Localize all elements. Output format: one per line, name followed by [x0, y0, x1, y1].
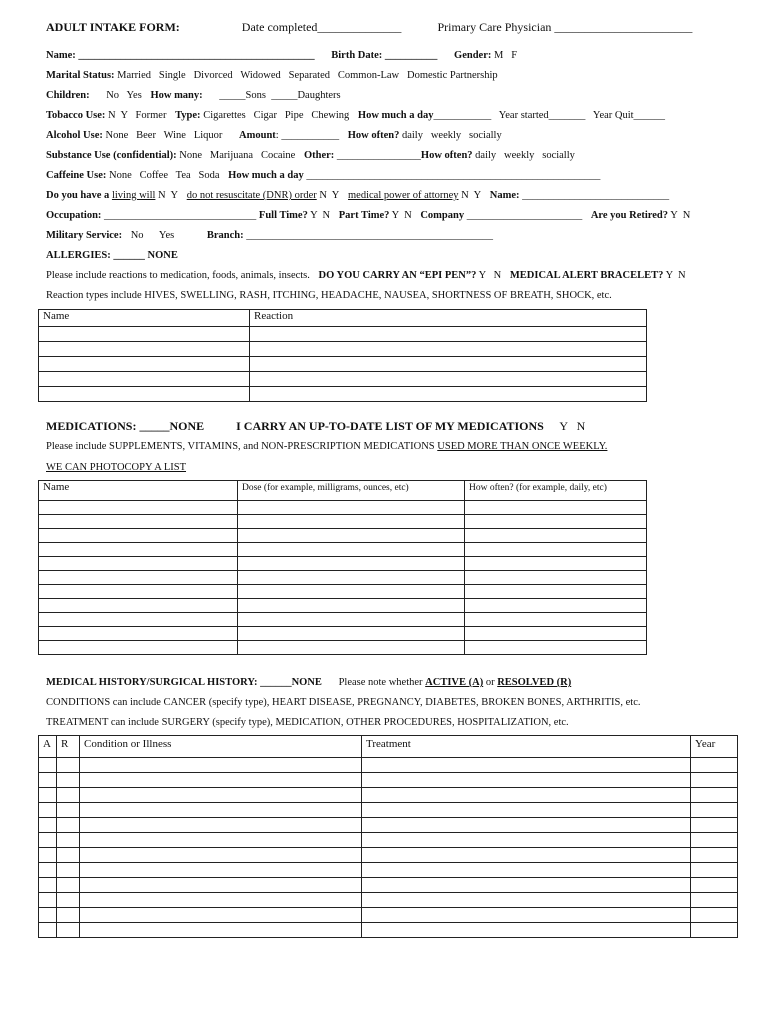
table-cell[interactable] [250, 387, 647, 402]
table-cell[interactable] [465, 529, 647, 543]
treatment-text: TREATMENT can include SURGERY (specify type), MEDICATION, OTHER PROCEDURES, HOSPITALIZATION, etc. [46, 717, 569, 728]
table-cell[interactable] [465, 557, 647, 571]
mpoa-options[interactable]: N Y [461, 190, 482, 201]
photocopy-line [46, 462, 186, 473]
alcohol-line [46, 130, 502, 141]
table-cell[interactable] [250, 327, 647, 342]
table-row [39, 788, 738, 803]
marital-line [46, 70, 498, 81]
table-row [39, 585, 647, 599]
occupation-label: Occupation: [46, 210, 102, 221]
conditions-text: CONDITIONS can include CANCER (specify type), HEART DISEASE, PREGNANCY, DIABETES, BROKEN BONES, ARTHRITIS, etc. [46, 697, 641, 708]
reaction-types-text: Reaction types include HIVES, SWELLING, RASH, ITCHING, HEADACHE, NAUSEA, SHORTNESS OF BREATH, SHOCK, etc. [46, 290, 612, 301]
substance-options[interactable]: None Marijuana Cocaine [179, 150, 296, 161]
table-cell[interactable] [39, 818, 57, 833]
table-cell[interactable] [57, 818, 80, 833]
allergies-title: ALLERGIES: [46, 250, 111, 261]
table-cell[interactable] [39, 543, 238, 557]
table-cell[interactable] [57, 773, 80, 788]
table-cell[interactable] [238, 627, 465, 641]
table-cell[interactable] [39, 833, 57, 848]
branch-label: Branch: [206, 230, 244, 241]
medications-table [38, 480, 647, 655]
med-often-header: How often? (for example, daily, etc) [465, 481, 647, 501]
form-title-line [46, 20, 692, 35]
table-cell[interactable] [362, 758, 691, 773]
table-cell[interactable] [80, 818, 362, 833]
table-cell[interactable] [465, 627, 647, 641]
marital-label: Marital Status: [46, 70, 115, 81]
table-cell[interactable] [465, 585, 647, 599]
table-cell[interactable] [465, 571, 647, 585]
table-cell[interactable] [691, 833, 738, 848]
table-cell[interactable] [80, 758, 362, 773]
caffeine-options[interactable]: None Coffee Tea Soda [108, 170, 220, 181]
table-cell[interactable] [39, 387, 250, 402]
name-line [46, 50, 517, 61]
table-cell[interactable] [238, 557, 465, 571]
gender-options[interactable]: M F [493, 50, 518, 61]
table-cell[interactable] [39, 585, 238, 599]
military-label: Military Service: [46, 230, 123, 241]
table-cell[interactable] [80, 893, 362, 908]
mpoa-name-field[interactable]: ____________________________ [522, 190, 670, 201]
living-will-label: living will [111, 190, 156, 201]
table-cell[interactable] [39, 357, 250, 372]
alcohol-options[interactable]: None Beer Wine Liquor [105, 130, 223, 141]
tobacco-much-label: How much a day [357, 110, 434, 121]
table-cell[interactable] [39, 372, 250, 387]
treatment-line [46, 717, 569, 728]
table-cell[interactable] [39, 515, 238, 529]
table-cell[interactable] [238, 529, 465, 543]
table-cell[interactable] [250, 342, 647, 357]
table-cell[interactable] [80, 773, 362, 788]
table-cell[interactable] [362, 908, 691, 923]
table-cell[interactable] [362, 863, 691, 878]
full-time-options[interactable]: Y N [310, 210, 331, 221]
table-row [39, 529, 647, 543]
table-cell[interactable] [80, 878, 362, 893]
tobacco-type-label: Type: [175, 110, 201, 121]
table-cell[interactable] [57, 878, 80, 893]
alcohol-often-options[interactable]: daily weekly socially [401, 130, 502, 141]
table-row [39, 893, 738, 908]
medications-header [46, 419, 585, 434]
table-row [39, 818, 738, 833]
tobacco-line [46, 110, 665, 121]
table-row [39, 515, 647, 529]
table-cell[interactable] [39, 758, 57, 773]
military-options[interactable]: No Yes [130, 230, 175, 241]
history-title: MEDICAL HISTORY/SURGICAL HISTORY: ______NONE [46, 677, 322, 688]
table-cell[interactable] [362, 848, 691, 863]
children-line [46, 90, 341, 101]
medications-include-line [46, 441, 607, 452]
epi-pen-label: DO YOU CARRY AN “EPI PEN”? [318, 270, 477, 281]
table-cell[interactable] [691, 803, 738, 818]
directives-label: Do you have a [46, 190, 110, 201]
caffeine-much-field[interactable]: ________________________________________________________ [306, 170, 601, 181]
branch-field[interactable]: _______________________________________________ [246, 230, 493, 241]
epi-pen-options[interactable]: Y N [478, 270, 502, 281]
children-label: Children: [46, 90, 90, 101]
dnr-options[interactable]: N Y [319, 190, 340, 201]
table-cell[interactable] [238, 641, 465, 655]
table-cell[interactable] [691, 758, 738, 773]
table-cell[interactable] [691, 923, 738, 938]
table-cell[interactable] [362, 788, 691, 803]
table-cell[interactable] [39, 803, 57, 818]
table-cell[interactable] [691, 908, 738, 923]
table-cell[interactable] [57, 908, 80, 923]
table-cell[interactable] [238, 543, 465, 557]
table-row [39, 773, 738, 788]
amount-field[interactable]: : ___________ [275, 130, 340, 141]
table-cell[interactable] [39, 501, 238, 515]
table-cell[interactable] [39, 557, 238, 571]
table-cell[interactable] [80, 923, 362, 938]
table-cell[interactable] [362, 833, 691, 848]
table-row [39, 387, 647, 402]
table-cell[interactable] [691, 878, 738, 893]
table-cell[interactable] [80, 788, 362, 803]
table-cell[interactable] [238, 515, 465, 529]
table-row [39, 599, 647, 613]
table-cell[interactable] [80, 848, 362, 863]
history-condition-header: Condition or Illness [80, 736, 362, 758]
table-cell[interactable] [691, 788, 738, 803]
table-cell[interactable] [691, 848, 738, 863]
substance-often-options[interactable]: daily weekly socially [475, 150, 575, 161]
mpoa-name-label: Name: [489, 190, 520, 201]
directives-line [46, 190, 669, 201]
table-cell[interactable] [39, 529, 238, 543]
other-label: Other: [303, 150, 335, 161]
table-cell[interactable] [57, 833, 80, 848]
table-row [39, 557, 647, 571]
table-row [39, 908, 738, 923]
table-row [39, 641, 647, 655]
caffeine-much-label: How much a day [228, 170, 304, 181]
caffeine-line [46, 170, 600, 181]
table-cell[interactable] [362, 893, 691, 908]
occupation-line [46, 210, 690, 221]
table-cell[interactable] [80, 908, 362, 923]
caffeine-label: Caffeine Use: [46, 170, 107, 181]
date-completed-field[interactable]: Date completed______________ [241, 20, 402, 34]
substance-often-label: How often? [420, 150, 473, 161]
table-cell[interactable] [362, 803, 691, 818]
medications-title: MEDICATIONS: _____NONE [46, 419, 205, 433]
part-time-options[interactable]: Y N [391, 210, 412, 221]
table-cell[interactable] [39, 342, 250, 357]
table-cell[interactable] [39, 773, 57, 788]
gender-label: Gender: [454, 50, 492, 61]
table-row [39, 571, 647, 585]
table-cell[interactable] [691, 863, 738, 878]
name-field[interactable]: Name: _____________________________________________ [46, 50, 315, 61]
table-cell[interactable] [39, 327, 250, 342]
history-treatment-header: Treatment [362, 736, 691, 758]
allergies-include-line [46, 270, 686, 281]
living-will-options[interactable]: N Y [158, 190, 179, 201]
table-cell[interactable] [39, 641, 238, 655]
substance-line [46, 150, 575, 161]
allergies-header [46, 250, 178, 261]
table-cell[interactable] [39, 863, 57, 878]
table-row [39, 758, 738, 773]
history-note: Please note whether [338, 677, 426, 688]
table-cell[interactable] [80, 803, 362, 818]
table-cell[interactable] [362, 818, 691, 833]
dnr-label: do not resuscitate (DNR) order [186, 190, 317, 201]
table-row [39, 848, 738, 863]
history-header [46, 677, 571, 688]
history-a-header: A [39, 736, 57, 758]
birth-date-field[interactable]: Birth Date: __________ [331, 50, 438, 61]
form-title: ADULT INTAKE FORM: [46, 20, 180, 34]
retired-options[interactable]: Y N [670, 210, 691, 221]
table-cell[interactable] [39, 908, 57, 923]
table-row [39, 543, 647, 557]
amount-label: Amount [239, 130, 276, 141]
table-cell[interactable] [465, 641, 647, 655]
table-row [39, 803, 738, 818]
table-cell[interactable] [250, 357, 647, 372]
table-row [39, 613, 647, 627]
alcohol-label: Alcohol Use: [46, 130, 103, 141]
table-row [39, 372, 647, 387]
table-cell[interactable] [57, 758, 80, 773]
or-label: or [483, 677, 498, 688]
marital-options[interactable]: Married Single Divorced Widowed Separated Common-Law Domestic Partnership [117, 70, 498, 81]
table-cell[interactable] [57, 923, 80, 938]
tobacco-label: Tobacco Use: [46, 110, 106, 121]
medications-include-underlined: USED MORE THAN ONCE WEEKLY. [437, 441, 608, 452]
substance-label: Substance Use (confidential): [46, 150, 177, 161]
part-time-label: Part Time? [338, 210, 390, 221]
table-cell[interactable] [238, 571, 465, 585]
table-row [39, 878, 738, 893]
table-cell[interactable] [465, 515, 647, 529]
allergies-table [38, 309, 647, 402]
table-cell[interactable] [238, 501, 465, 515]
table-row [39, 627, 647, 641]
table-cell[interactable] [465, 613, 647, 627]
table-cell[interactable] [238, 599, 465, 613]
allergy-reaction-header: Reaction [250, 310, 647, 327]
resolved-label: RESOLVED (R) [497, 677, 572, 688]
table-cell[interactable] [362, 923, 691, 938]
how-many-label: How many: [150, 90, 203, 101]
medications-include-text: Please include SUPPLEMENTS, VITAMINS, and NON-PRESCRIPTION MEDICATIONS [46, 441, 438, 452]
allergy-name-header: Name [39, 310, 250, 327]
children-options[interactable]: No Yes [106, 90, 142, 101]
table-cell[interactable] [465, 599, 647, 613]
table-row [39, 327, 647, 342]
table-cell[interactable] [39, 788, 57, 803]
med-dose-header: Dose (for example, milligrams, ounces, etc) [238, 481, 465, 501]
table-cell[interactable] [39, 627, 238, 641]
table-cell[interactable] [80, 863, 362, 878]
company-field[interactable]: ______________________ [466, 210, 583, 221]
table-cell[interactable] [465, 543, 647, 557]
photocopy-text: WE CAN PHOTOCOPY A LIST [46, 462, 187, 473]
tobacco-year-fields[interactable]: ___________ Year started_______ Year Quit______ [433, 110, 666, 121]
table-cell[interactable] [39, 848, 57, 863]
allergies-none-field[interactable]: ______ NONE [113, 250, 178, 261]
history-r-header: R [57, 736, 80, 758]
table-cell[interactable] [691, 893, 738, 908]
carry-list-options[interactable]: Y N [559, 419, 586, 433]
table-row [39, 342, 647, 357]
active-label: ACTIVE (A) [425, 677, 484, 688]
conditions-line [46, 697, 641, 708]
table-row [39, 357, 647, 372]
allergies-include-text: Please include reactions to medication, foods, animals, insects. [46, 270, 310, 281]
primary-care-physician-field[interactable]: Primary Care Physician _______________________ [437, 20, 693, 34]
table-cell[interactable] [39, 893, 57, 908]
table-row [39, 501, 647, 515]
table-cell[interactable] [250, 372, 647, 387]
bracelet-options[interactable]: Y N [665, 270, 686, 281]
alcohol-often-label: How often? [347, 130, 400, 141]
table-cell[interactable] [57, 848, 80, 863]
full-time-label: Full Time? [258, 210, 308, 221]
occupation-field[interactable]: _____________________________ [104, 210, 257, 221]
table-cell[interactable] [57, 788, 80, 803]
table-cell[interactable] [465, 501, 647, 515]
carry-list-label: I CARRY AN UP-TO-DATE LIST OF MY MEDICATIONS [236, 419, 544, 433]
table-cell[interactable] [57, 863, 80, 878]
table-row [39, 863, 738, 878]
table-cell[interactable] [362, 878, 691, 893]
sons-daughters-field[interactable]: _____Sons _____Daughters [219, 90, 341, 101]
military-line [46, 230, 493, 241]
history-table [38, 735, 738, 938]
table-cell[interactable] [57, 893, 80, 908]
table-cell[interactable] [39, 613, 238, 627]
table-cell[interactable] [80, 833, 362, 848]
table-cell[interactable] [57, 803, 80, 818]
table-cell[interactable] [39, 878, 57, 893]
tobacco-type-options[interactable]: Cigarettes Cigar Pipe Chewing [203, 110, 350, 121]
retired-label: Are you Retired? [590, 210, 669, 221]
med-name-header: Name [39, 481, 238, 501]
mpoa-label: medical power of attorney [348, 190, 459, 201]
table-row [39, 833, 738, 848]
table-cell[interactable] [691, 818, 738, 833]
history-year-header: Year [691, 736, 738, 758]
table-row [39, 923, 738, 938]
table-cell[interactable] [238, 585, 465, 599]
reaction-types-line [46, 290, 612, 301]
table-cell[interactable] [362, 773, 691, 788]
table-cell[interactable] [238, 613, 465, 627]
table-cell[interactable] [39, 599, 238, 613]
company-label: Company [420, 210, 465, 221]
table-cell[interactable] [39, 571, 238, 585]
bracelet-label: MEDICAL ALERT BRACELET? [509, 270, 664, 281]
table-cell[interactable] [39, 923, 57, 938]
table-cell[interactable] [691, 773, 738, 788]
other-field[interactable]: ________________ [336, 150, 421, 161]
tobacco-options[interactable]: N Y Former [108, 110, 167, 121]
